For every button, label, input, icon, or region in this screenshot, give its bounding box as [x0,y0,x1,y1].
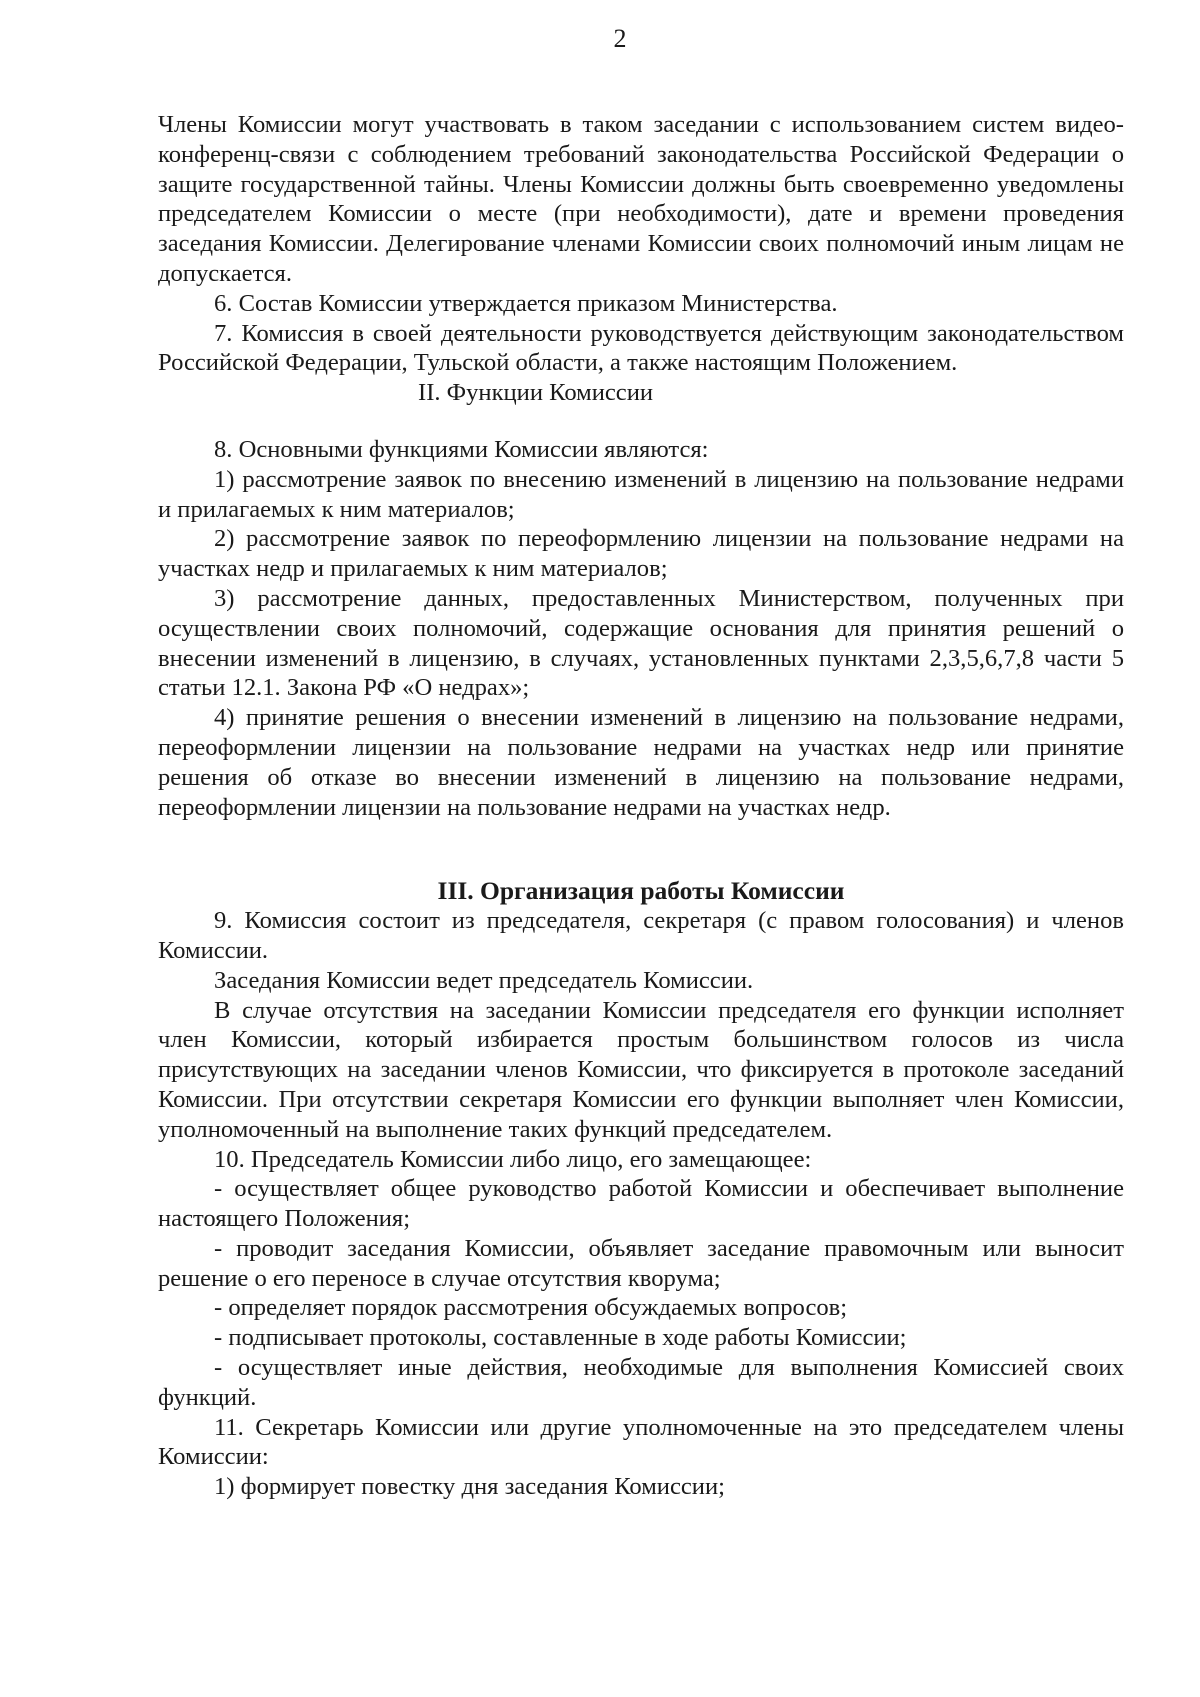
section-heading-3: III. Организация работы Комиссии [437,876,845,906]
list-item-10-1: - осуществляет общее руководство работой Комиссии и обеспечивает выполнение настоящего Положения; [158,1175,1124,1233]
list-item-10-5: - осуществляет иные действия, необходимые для выполнения Комиссией своих функций. [158,1354,1124,1411]
list-item-10-4: - подписывает протоколы, составленные в ходе работы Комиссии; [214,1324,907,1352]
list-item-8-3: 3) рассмотрение данных, предоставленных Министерством, полученных при осуществлении своих полномочий, содержащие основания для принятия решений о внесении изменений в лицензию, в случаях, установленных пунктами 2,3,5,6,7,8 части 5 статьи 12.1. Закона РФ «О недрах»; [158,584,1124,702]
paragraph-9-absence: В случае отсутствия на заседании Комиссии председателя его функции исполняет член Комиссии, который избирается простым большинством голосов из числа присутствующих на заседании членов Комиссии, что фиксируется в протоколе заседаний Комиссии. При отсутствии секретаря Комиссии его функции выполняет член Комиссии, уполномоченный на выполнение таких функций председателем. [158,996,1124,1143]
page-number: 2 [613,24,627,53]
list-item-8-2: 2) рассмотрение заявок по переоформлению лицензии на пользование недрами на участках недр и прилагаемых к ним материалов; [158,525,1124,583]
paragraph-7: 7. Комиссия в своей деятельности руководствуется действующим законодательством Российской Федерации, Тульской области, а также настоящим Положением. [158,319,1124,377]
paragraph-5-continuation: Члены Комиссии могут участвовать в таком заседании с использованием систем видео-конференц-связи с соблюдением требований законодательства Российской Федерации о защите государственной тайны. Члены Комиссии должны быть своевременно уведомлены председателем Комиссии о месте (при необходимости), дате и времени проведения заседания Комиссии. Делегирование членами Комиссии своих полномочий иным лицам не допускается. [158,111,1124,287]
paragraph-9: 9. Комиссия состоит из председателя, секретаря (с правом голосования) и членов Комиссии. [158,907,1124,964]
section-heading-2: II. Функции Комиссии [418,379,654,407]
document-body [158,110,1124,1502]
list-item-10-2: - проводит заседания Комиссии, объявляет заседание правомочным или выносит решение о его переносе в случае отсутствия кворума; [158,1234,1124,1292]
paragraph-6: 6. Состав Комиссии утверждается приказом Министерства. [214,289,838,317]
list-item-8-4: 4) принятие решения о внесении изменений в лицензию на пользование недрами, переоформлении лицензии на пользование недрами на участках недр или принятие решения об отказе во внесении изменений в лицензию на пользование недрами, переоформлении лицензии на пользование недрами на участках недр. [158,704,1124,821]
paragraph-10: 10. Председатель Комиссии либо лицо, его замещающее: [214,1145,812,1173]
paragraph-9-chair: Заседания Комиссии ведет председатель Комиссии. [214,966,754,994]
paragraph-11: 11. Секретарь Комиссии или другие уполномоченные на это председателем члены Комиссии: [158,1413,1124,1471]
list-item-11-1: 1) формирует повестку дня заседания Комиссии; [214,1473,725,1501]
paragraph-8: 8. Основными функциями Комиссии являются: [214,435,709,463]
list-item-8-1: 1) рассмотрение заявок по внесению изменений в лицензию на пользование недрами и прилагаемых к ним материалов; [158,465,1124,523]
list-item-10-3: - определяет порядок рассмотрения обсуждаемых вопросов; [214,1294,848,1322]
